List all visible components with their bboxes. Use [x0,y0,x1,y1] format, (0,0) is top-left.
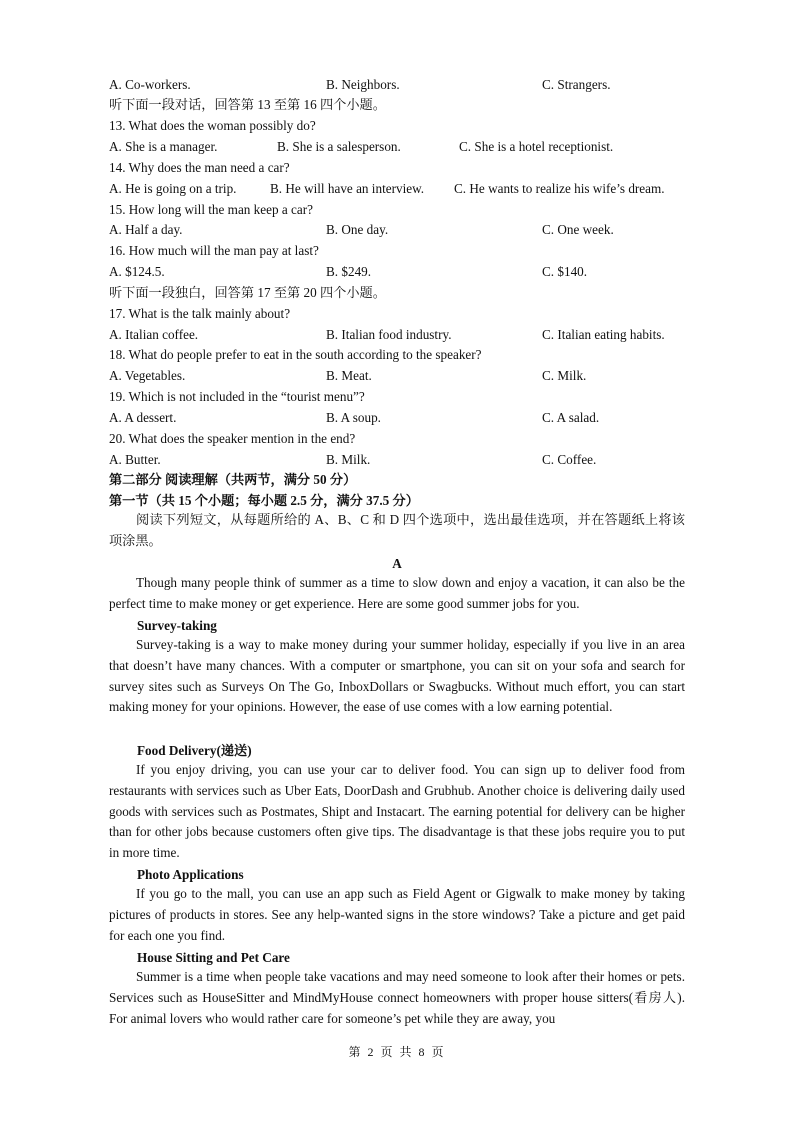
heading-food-delivery: Food Delivery(递送) [137,743,252,758]
option-a: A. She is a manager. [109,139,218,154]
question-14: 14. Why does the man need a car? [109,160,290,175]
heading-house-sitting: House Sitting and Pet Care [137,950,290,965]
q17-options [109,327,685,343]
option-c: C. He wants to realize his wife’s dream. [454,181,665,196]
paragraph-food-delivery: If you enjoy driving, you can use your car to deliver food. You can sign up to deliver food from restaurants with services such as Uber Eats, DoorDash and Grubhub. Another choice is delivering daily used goods with services such as Postmates, Shipt and Instacart. The earning potential for delivery can be higher than for other jobs because customers often give tips. The disadvantage is that these jobs require you to put in more time. [109,762,685,861]
option-c: C. Milk. [542,368,587,383]
question-17: 17. What is the talk mainly about? [109,306,291,321]
q14-options [109,181,685,197]
q15-options [109,222,685,238]
q12-options [109,77,685,93]
instruction-paragraph: 阅读下列短文，从每题所给的 A、B、C 和 D 四个选项中，选出最佳选项，并在答题纸上将该项涂黑。 [109,512,685,548]
option-a: A. Butter. [109,452,161,467]
option-c: C. She is a hotel receptionist. [459,139,614,154]
option-b: B. She is a salesperson. [277,139,401,154]
option-a: A. Vegetables. [109,368,186,383]
option-b: B. A soup. [326,410,381,425]
option-b: B. Italian food industry. [326,327,452,342]
option-b: B. $249. [326,264,372,279]
q16-options [109,264,685,280]
intro-paragraph: Though many people think of summer as a time to slow down and enjoy a vacation, it can also be the perfect time to make money or get experience. Here are some good summer jobs for you. [109,575,685,611]
paragraph-survey-taking: Survey-taking is a way to make money during your summer holiday, especially if you live in an area that doesn’t have many chances. With a computer or smartphone, you can sit on your sofa and search for survey sites such as Surveys On The Go, InboxDollars or Swagbucks. Without much effort, you can start making money for your opinions. However, the ease of use comes with a low earning potential. [109,637,685,715]
paragraph-photo-applications: If you go to the mall, you can use an app such as Field Agent or Gigwalk to make money by taking pictures of products in stores. See any help-wanted signs in the store windows? Take a picture and get paid for each one you find. [109,886,685,943]
q18-options [109,368,685,384]
section-title: 第一节（共 15 个小题；每小题 2.5 分，满分 37.5 分） [109,493,419,508]
paragraph-house-sitting: Summer is a time when people take vacations and may need someone to look after their homes or pets. Services such as HouseSitter and MindMyHouse connect homeowners with proper house sitters(看房人). For animal lovers who would rather care for someone’s pet while they are away, you [109,969,685,1026]
option-a: A. A dessert. [109,410,177,425]
instruction-13-16: 听下面一段对话，回答第 13 至第 16 四个小题。 [109,97,386,112]
question-19: 19. Which is not included in the “tourist menu”? [109,389,365,404]
option-a: A. He is going on a trip. [109,181,237,196]
heading-photo-applications: Photo Applications [137,867,244,882]
option-a: A. Italian coffee. [109,327,199,342]
option-b: B. He will have an interview. [270,181,425,196]
option-c: C. A salad. [542,410,600,425]
q19-options [109,410,685,426]
option-c: C. Strangers. [542,77,611,92]
option-b: B. Neighbors. [326,77,400,92]
q13-options [109,139,685,155]
option-b: B. Milk. [326,452,371,467]
option-c: C. $140. [542,264,588,279]
question-20: 20. What does the speaker mention in the end? [109,431,356,446]
option-a: A. Co-workers. [109,77,191,92]
part-title: 第二部分 阅读理解（共两节，满分 50 分） [109,472,357,487]
page-footer: 第 2 页 共 8 页 [348,1045,446,1059]
heading-survey-taking: Survey-taking [137,618,217,633]
q20-options [109,452,685,468]
option-c: C. Italian eating habits. [542,327,665,342]
question-16: 16. How much will the man pay at last? [109,243,319,258]
option-a: A. Half a day. [109,222,183,237]
option-c: C. One week. [542,222,614,237]
option-b: B. One day. [326,222,389,237]
instruction-17-20: 听下面一段独白，回答第 17 至第 20 四个小题。 [109,285,386,300]
option-a: A. $124.5. [109,264,165,279]
question-13: 13. What does the woman possibly do? [109,118,316,133]
question-18: 18. What do people prefer to eat in the south according to the speaker? [109,347,482,362]
question-15: 15. How long will the man keep a car? [109,202,313,217]
option-b: B. Meat. [326,368,372,383]
option-c: C. Coffee. [542,452,597,467]
passage-label: A [392,556,402,571]
